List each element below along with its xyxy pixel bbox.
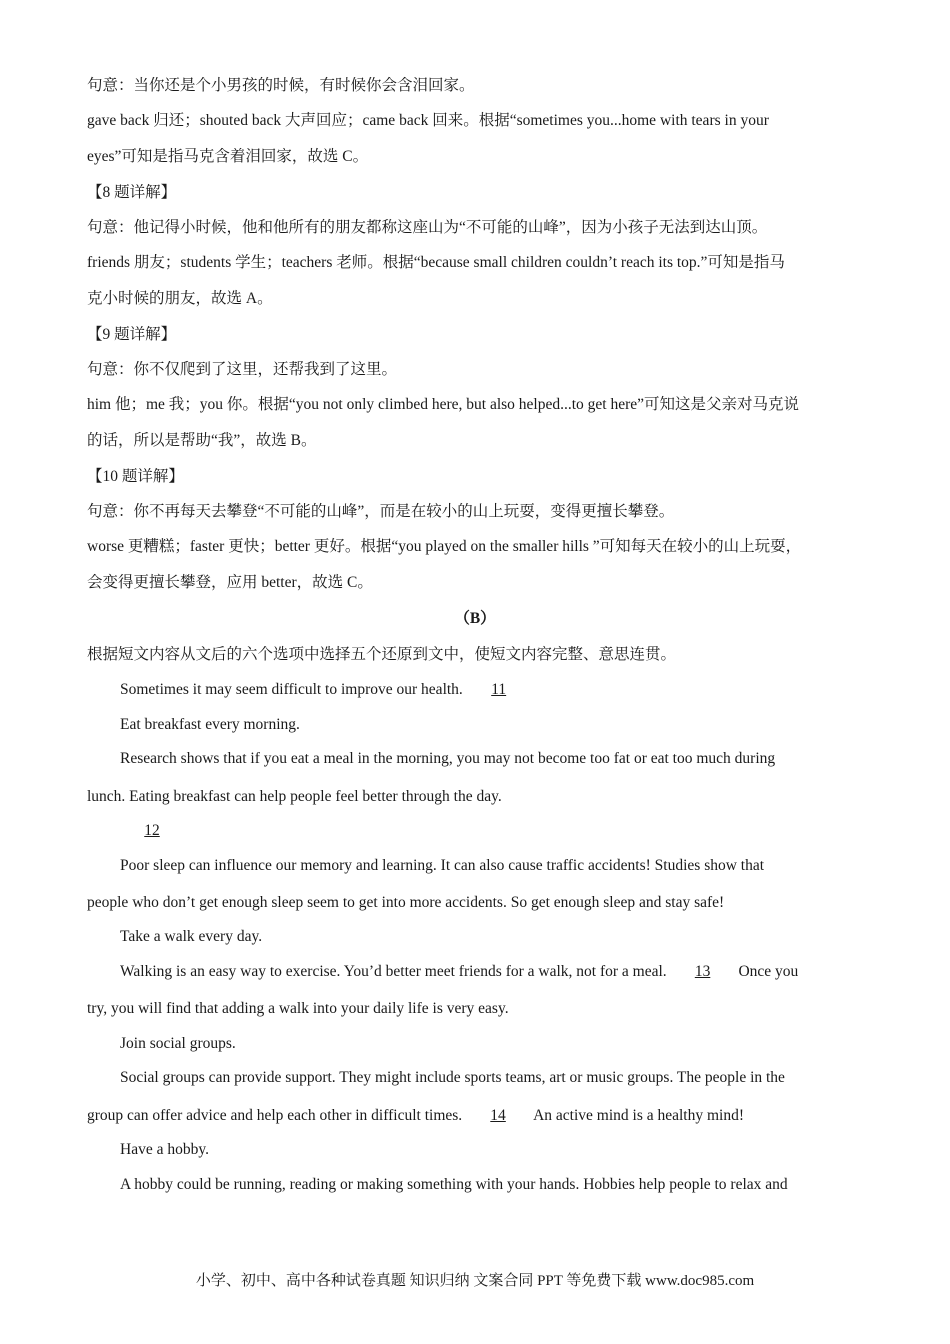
passage-line: try, you will find that adding a walk into your daily life is very easy. [87, 1000, 509, 1017]
instruction-text: 根据短文内容从文后的六个选项中选择五个还原到文中，使短文内容完整、意思连贯。 [87, 646, 677, 663]
passage-text: group can offer advice and help each other in difficult times. [87, 1107, 463, 1124]
page-footer: 小学、初中、高中各种试卷真题 知识归纳 文案合同 PPT 等免费下载 www.doc985.com [195, 1273, 755, 1289]
section-heading-8: 【8 题详解】 [87, 184, 177, 201]
passage-line: lunch. Eating breakfast can help people feel better through the day. [87, 788, 502, 805]
passage-subheading: Have a hobby. [120, 1141, 209, 1158]
text-line: 句意：你不再每天去攀登“不可能的山峰”，而是在较小的山上玩耍，变得更擅长攀登。 [87, 503, 675, 520]
passage-subheading: Join social groups. [120, 1035, 236, 1052]
text-line: gave back 归还；shouted back 大声回应；came back 回来。根据“sometimes you...home with tears in your [87, 112, 769, 129]
passage-line: Poor sleep can influence our memory and learning. It can also cause traffic accidents! Studies show that [120, 857, 765, 874]
passage-text: Walking is an easy way to exercise. You’d better meet friends for a walk, not for a meal. [120, 963, 667, 980]
section-heading-9: 【9 题详解】 [87, 326, 177, 343]
blank-14[interactable]: 14 [490, 1107, 506, 1124]
text-line: 的话，所以是帮助“我”，故选 B。 [87, 432, 317, 449]
passage-line: Social groups can provide support. They might include sports teams, art or music groups. The people in the [120, 1069, 785, 1086]
passage-subheading: Take a walk every day. [120, 928, 263, 945]
text-line: 克小时候的朋友，故选 A。 [87, 290, 273, 307]
blank-11[interactable]: 11 [491, 681, 507, 698]
passage-line: people who don’t get enough sleep seem to get into more accidents. So get enough sleep and stay safe! [87, 894, 725, 911]
text-line: him 他；me 我；you 你。根据“you not only climbed here, but also helped...to get here”可知这是父亲对马克说 [87, 396, 800, 413]
passage-line [120, 962, 864, 982]
section-heading-10: 【10 题详解】 [87, 468, 184, 485]
passage-line: A hobby could be running, reading or making something with your hands. Hobbies help people to relax and [120, 1176, 788, 1193]
text-line: 会变得更擅长攀登，应用 better，故选 C。 [87, 574, 373, 591]
passage-text: An active mind is a healthy mind! [533, 1107, 745, 1124]
passage-subheading: Eat breakfast every morning. [120, 716, 300, 733]
passage-text: Sometimes it may seem difficult to improve our health. [120, 681, 463, 698]
section-b-heading: （B） [454, 610, 496, 627]
text-line: eyes”可知是指马克含着泪回家，故选 C。 [87, 148, 369, 165]
text-line: 句意：你不仅爬到了这里，还帮我到了这里。 [87, 361, 398, 378]
text-line: 句意：他记得小时候，他和他所有的朋友都称这座山为“不可能的山峰”，因为小孩子无法到达山顶。 [87, 219, 768, 236]
text-line: 句意：当你还是个小男孩的时候，有时候你会含泪回家。 [87, 77, 475, 94]
passage-text: Once you [738, 963, 799, 980]
passage-line [120, 821, 864, 841]
text-line: friends 朋友；students 学生；teachers 老师。根据“because small children couldn’t reach its top.”可知是指马 [87, 254, 785, 271]
text-line: worse 更糟糕；faster 更快；better 更好。根据“you played on the smaller hills ”可知每天在较小的山上玩耍， [87, 538, 802, 555]
passage-line [120, 680, 864, 700]
blank-13[interactable]: 13 [694, 963, 711, 980]
passage-line [87, 1106, 864, 1126]
passage-line: Research shows that if you eat a meal in the morning, you may not become too fat or eat too much during [120, 750, 776, 767]
blank-12[interactable]: 12 [144, 822, 160, 839]
